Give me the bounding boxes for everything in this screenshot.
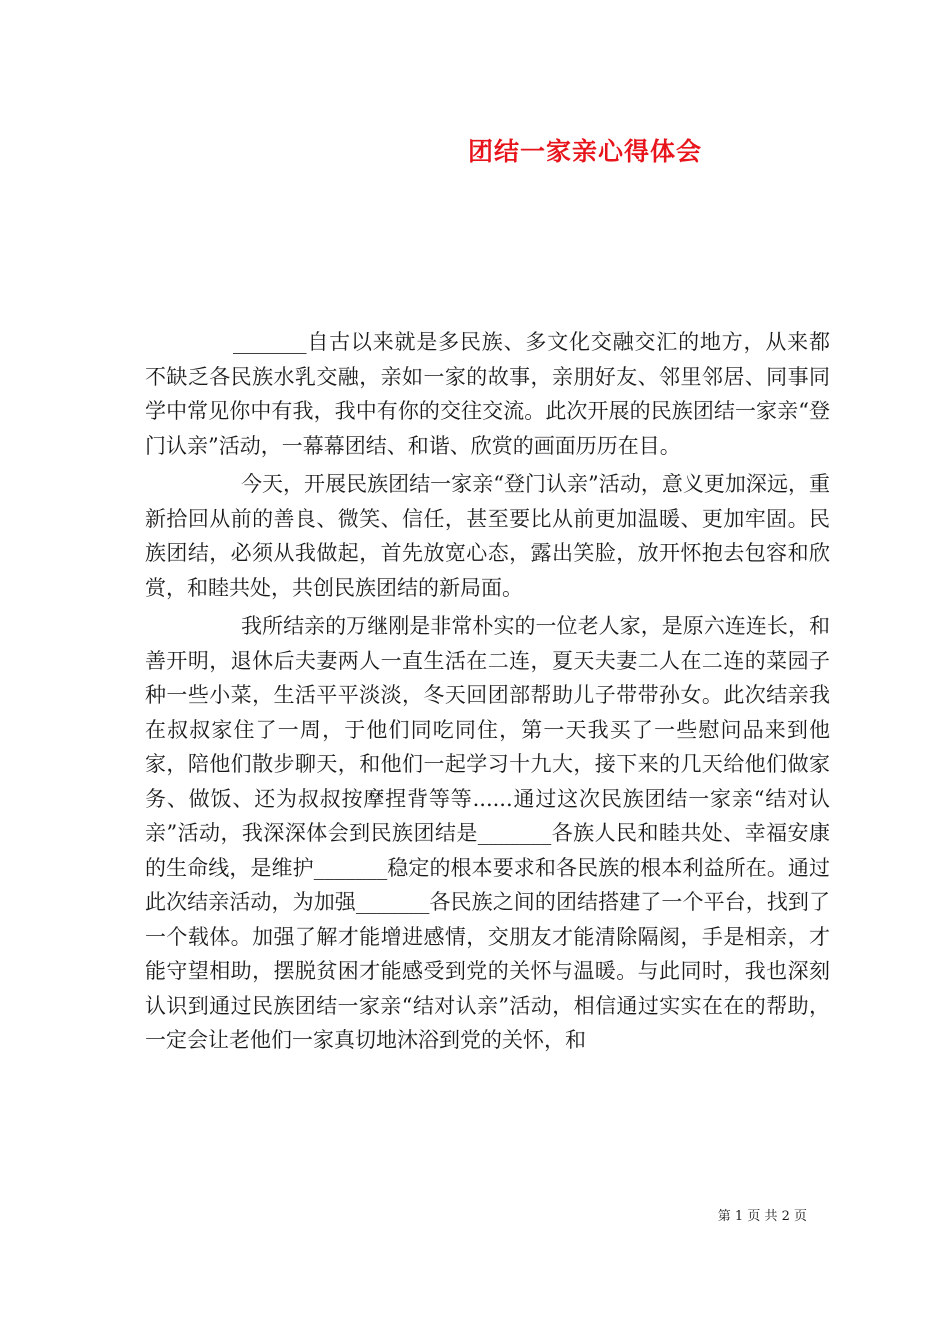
paragraph-1: _______自古以来就是多民族、多文化交融交汇的地方，从来都不缺乏各民族水乳交融，亲如一家的故事，亲朋好友、邻里邻居、同事同学中常见你中有我，我中有你的交往交流。此次开展的民族团结一家亲“登门认亲”活动，一幕幕团结、和谐、欣赏的画面历历在目。 bbox=[145, 330, 830, 458]
paragraph-3: 我所结亲的万继刚是非常朴实的一位老人家，是原六连连长，和善开明，退休后夫妻两人一直生活在二连，夏天夫妻二人在二连的菜园子种一些小菜，生活平平淡淡，冬天回团部帮助儿子带带孙女。此次结亲我在叔叔家住了一周，于他们同吃同住，第一天我买了一些慰问品来到他家，陪他们散步聊天，和他们一起学习十九大，接下来的几天给他们做家务、做饭、还为叔叔按摩捏背等等......通过这次民族团结一家亲“结对认亲”活动，我深深体会到民族团结是_______各族人民和睦共处、幸福安康的生命线，是维护_______稳定的根本要求和各民族的根本利益所在。通过此次结亲活动，为加强_______各民族之间的团结搭建了一个平台，找到了一个载体。加强了解才能增进感情，交朋友才能清除隔阂，手是相亲，才能守望相助，摆脱贫困才能感受到党的关怀与温暖。与此同时，我也深刻认识到通过民族团结一家亲“结对认亲”活动，相信通过实实在在的帮助，一定会让老他们一家真切地沐浴到党的关怀，和 bbox=[145, 614, 830, 1052]
paragraph-2: 今天，开展民族团结一家亲“登门认亲”活动，意义更加深远，重新拾回从前的善良、微笑、信任，甚至要比从前更加温暖、更加牢固。民族团结，必须从我做起，首先放宽心态，露出笑脸，放开怀抱去包容和欣赏，和睦共处，共创民族团结的新局面。 bbox=[145, 472, 830, 600]
document-body bbox=[145, 325, 830, 1062]
document-title: 团结一家亲心得体会 bbox=[467, 137, 702, 166]
page-number-footer: 第 1 页 共 2 页 bbox=[717, 1209, 807, 1224]
